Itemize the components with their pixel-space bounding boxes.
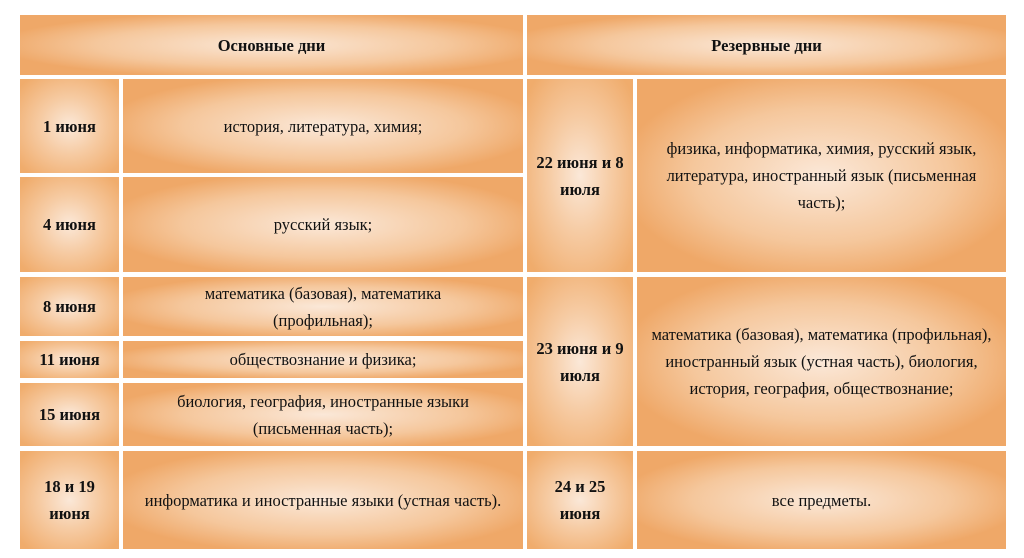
main-subjects-6: информатика и иностранные языки (устная часть).	[123, 451, 523, 549]
reserve-subjects-1: физика, информатика, химия, русский язык, литература, иностранный язык (письменная часть);	[637, 79, 1006, 272]
reserve-date-3: 24 и 25 июня	[527, 451, 633, 549]
main-subjects-5: биология, география, иностранные языки (письменная часть);	[123, 383, 523, 446]
main-subjects-4: обществознание и физика;	[123, 341, 523, 378]
header-reserve: Резервные дни	[527, 15, 1006, 75]
main-date-1: 1 июня	[20, 79, 119, 173]
main-date-3: 8 июня	[20, 277, 119, 336]
main-date-4: 11 июня	[20, 341, 119, 378]
reserve-date-1: 22 июня и 8 июля	[527, 79, 633, 272]
main-subjects-1: история, литература, химия;	[123, 79, 523, 173]
main-date-6: 18 и 19 июня	[20, 451, 119, 549]
main-subjects-2: русский язык;	[123, 177, 523, 272]
main-subjects-3: математика (базовая), математика (профильная);	[123, 277, 523, 336]
header-main: Основные дни	[20, 15, 523, 75]
reserve-date-2: 23 июня и 9 июля	[527, 277, 633, 446]
main-date-5: 15 июня	[20, 383, 119, 446]
reserve-subjects-3: все предметы.	[637, 451, 1006, 549]
reserve-subjects-2: математика (базовая), математика (профильная), иностранный язык (устная часть), биология, история, география, обществознание;	[637, 277, 1006, 446]
main-date-2: 4 июня	[20, 177, 119, 272]
